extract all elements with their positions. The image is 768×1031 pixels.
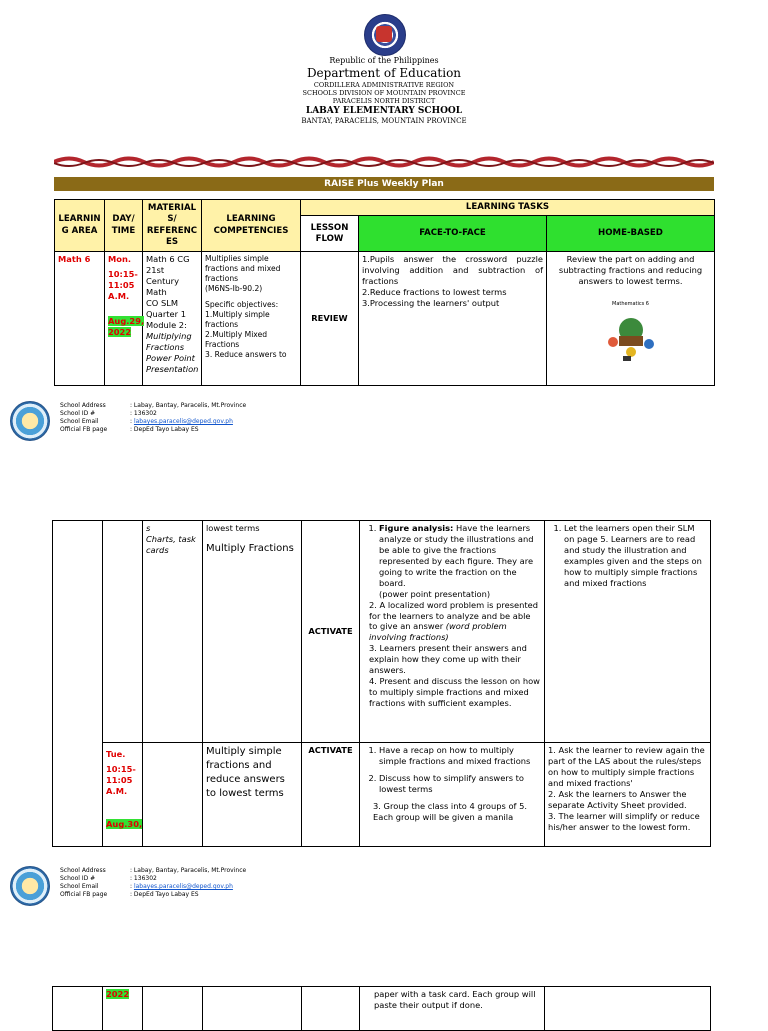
home-based-activate-2	[545, 743, 711, 847]
footer-fb: : DepEd Tayo Labay ES	[130, 426, 199, 433]
home-item: 1. Ask the learner to review again the part of the LAS about the rules/steps on how to multiply simple fractions and mixed fractions'	[548, 745, 705, 788]
region-line: CORDILLERA ADMINISTRATIVE REGION	[313, 81, 455, 89]
footer-email-label: School Email	[60, 418, 99, 425]
face-item: 2. Discuss how to simplify answers to lowest terms	[379, 773, 541, 795]
day-tue: Tue.	[106, 749, 126, 759]
time-label: 10:15- 11:05 A.M.	[108, 269, 138, 302]
face-to-face-cell	[359, 252, 547, 386]
face-item: 3.Processing the learners' output	[362, 298, 500, 309]
face-item: 1.Pupils answer the crossword puzzle involving addition and subtraction of fractions	[362, 254, 543, 287]
discuss-lesson-text: 4. Present and discuss the lesson on how to multiply simple fractions and mixed fractions with sufficient examples.	[369, 676, 540, 708]
footer-address-label: School Address	[60, 402, 106, 409]
footer-email-link[interactable]: labayes.paracelis@deped.gov.ph	[133, 883, 233, 890]
lesson-flow-review: REVIEW	[301, 252, 359, 386]
republic-line: Republic of the Philippines	[329, 56, 439, 65]
thumb-caption: Mathematics 6	[612, 301, 649, 308]
weekly-plan-table-page2	[52, 520, 711, 847]
home-item: 1. Let the learners open their SLM on page 5. Learners are to read and study the illustration and examples given and the steps on how to multiply simple fractions and mixed fractions	[564, 523, 707, 589]
decorative-border	[54, 155, 714, 169]
time-tue: 10:15- 11:05 A.M.	[106, 763, 136, 796]
face-to-face-activate-2	[360, 743, 545, 847]
material-item: Math 6 CG	[146, 254, 190, 265]
footer-contact-2: School Address : Labay, Bantay, Paracelis, Mt.Province School ID # : 136302 School Email : labayes.paracelis@deped.gov.ph Official FB page : DepEd Tayo Labay ES	[60, 867, 247, 898]
materials-cell	[143, 252, 202, 386]
weekly-plan-table-page3	[52, 986, 711, 1031]
word-problem-italic: (word problem involving fractions)	[369, 621, 507, 643]
deped-seal-center	[376, 26, 392, 42]
objectives-title: Specific objectives:	[205, 300, 279, 310]
header-lesson-flow: LESSON FLOW	[301, 216, 359, 252]
materials-cont-cell	[143, 521, 203, 743]
day-label: Mon.	[108, 254, 132, 265]
home-based-cell	[547, 252, 715, 386]
objective-item: 2.Multiply Mixed Fractions	[205, 330, 268, 350]
footer-contact-1: School Address : Labay, Bantay, Paracelis, Mt.Province School ID # : 136302 School Email : labayes.paracelis@deped.gov.ph Official FB page : DepEd Tayo Labay ES	[60, 402, 247, 433]
footer-email-label: School Email	[60, 883, 99, 890]
home-text: Review the part on adding and subtracting fractions and reducing answers to lowest terms.	[558, 254, 703, 287]
footer-address-label: School Address	[60, 867, 106, 874]
school-seal-icon	[10, 866, 50, 906]
material-italic: Multiplying Fractions Power Point Presentation	[146, 330, 199, 374]
competency-code: (M6NS-Ib-90.2)	[205, 284, 263, 294]
department-title: Department of Education	[306, 66, 462, 80]
learning-area-blank	[53, 521, 103, 847]
lesson-flow-activate-2: ACTIVATE	[302, 743, 360, 847]
face-item: 2.Reduce fractions to lowest terms	[362, 287, 507, 298]
header-home-based: HOME-BASED	[547, 216, 715, 252]
objective-item: 1.Multiply simple fractions	[205, 310, 270, 330]
objective-item: 3. Reduce answers to	[205, 350, 287, 360]
header-competencies: LEARNING COMPETENCIES	[202, 200, 301, 252]
day-time-tue-cell	[103, 743, 143, 847]
header-materials: MATERIAL S/ REFERENC ES	[143, 200, 202, 252]
school-name: LABAY ELEMENTARY SCHOOL	[305, 106, 463, 116]
header-learning-tasks: LEARNING TASKS	[301, 200, 715, 216]
figure-analysis-text: Have the learners analyze or study the illustrations and be able to give the fractions represented by each figure. They are going to write the fraction on the board.	[379, 523, 534, 588]
competency-cont-cell	[203, 521, 302, 743]
footer-address: : Labay, Bantay, Paracelis, Mt.Province	[130, 402, 247, 409]
competencies-cell	[202, 252, 301, 386]
material-item: CO SLM Quarter 1 Module 2:	[146, 298, 187, 330]
division-line: SCHOOLS DIVISION OF MOUNTAIN PROVINCE	[302, 89, 466, 97]
footer-fb-label: Official FB page	[60, 891, 108, 898]
plan-title-bar: RAISE Plus Weekly Plan	[54, 177, 714, 191]
footer-id-label: School ID #	[60, 410, 96, 417]
date-label: Aug.29, 2022	[108, 316, 145, 338]
header-face-to-face: FACE-TO-FACE	[359, 216, 547, 252]
materials-cont-top: s	[146, 523, 151, 533]
face-to-face-activate-1	[360, 521, 545, 743]
footer-fb: : DepEd Tayo Labay ES	[130, 891, 199, 898]
module-cover-illustration-icon	[601, 312, 661, 362]
competency-multiply: Multiply Fractions	[206, 542, 294, 554]
present-answers-text: 3. Learners present their answers and explain how they come up with their answers.	[369, 643, 527, 676]
competency-text: Multiplies simple fractions and mixed fractions	[205, 254, 281, 284]
school-address-line: BANTAY, PARACELIS, MOUNTAIN PROVINCE	[301, 117, 467, 125]
material-item: 21st Century Math	[146, 265, 179, 298]
footer-fb-label: Official FB page	[60, 426, 108, 433]
materials-cont-rest: Charts, task cards	[146, 533, 196, 555]
footer-id: : 136302	[130, 410, 157, 417]
home-item: 3. The learner will simplify or reduce his/her answer to the lowest form.	[548, 810, 700, 832]
district-line: PARACELIS NORTH DISTRICT	[332, 97, 436, 105]
home-based-activate-1	[545, 521, 711, 743]
figure-analysis-note: (power point presentation)	[379, 588, 491, 599]
header-day-time: DAY/ TIME	[105, 200, 143, 252]
day-time-cell	[105, 252, 143, 386]
footer-address: : Labay, Bantay, Paracelis, Mt.Province	[130, 867, 247, 874]
day-blank	[103, 521, 143, 743]
lesson-flow-activate-1: ACTIVATE	[302, 521, 360, 743]
school-seal-icon	[10, 401, 50, 441]
date-year: 2022	[106, 989, 130, 999]
learning-area-cell: Math 6	[55, 252, 105, 386]
competency-reduce: Multiply simple fractions and reduce answers to lowest terms	[203, 743, 302, 847]
weekly-plan-table-page1	[54, 199, 715, 386]
footer-id-label: School ID #	[60, 875, 96, 882]
figure-analysis-label: Figure analysis:	[379, 523, 454, 533]
word-problem-text: 2. A localized word problem is presented for the learners to analyze and be able to give an answer	[369, 599, 539, 632]
materials-blank	[143, 743, 203, 847]
face-item: 3. Group the class into 4 groups of 5. Each group will be given a manila	[373, 800, 527, 822]
footer-id: : 136302	[130, 875, 157, 882]
face-to-face-cont: paper with a task card. Each group will paste their output if done.	[360, 987, 545, 1031]
header-learning-area: LEARNIN G AREA	[55, 200, 105, 252]
footer-email-link[interactable]: labayes.paracelis@deped.gov.ph	[133, 418, 233, 425]
home-item: 2. Ask the learners to Answer the separate Activity Sheet provided.	[548, 788, 687, 810]
competency-cont-top: lowest terms	[206, 523, 260, 533]
face-item: 1. Have a recap on how to multiply simple fractions and mixed fractions	[379, 745, 541, 767]
date-tue: Aug.30,	[106, 818, 143, 829]
